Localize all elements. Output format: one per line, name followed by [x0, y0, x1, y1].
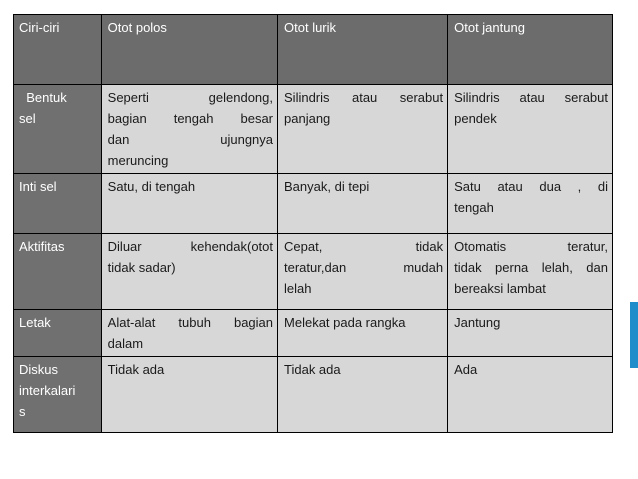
- table-cell: Melekat pada rangka: [278, 310, 448, 357]
- table-row: [14, 357, 613, 433]
- header-otot-polos: Otot polos: [101, 15, 277, 85]
- row-label: Aktifitas: [14, 234, 102, 310]
- table-row: [14, 234, 613, 310]
- table-cell: Tidak ada: [101, 357, 277, 433]
- row-label: Inti sel: [14, 174, 102, 234]
- table-cell: Satu, di tengah: [101, 174, 277, 234]
- table-cell: Seperti gelendong, bagian tengah besar dan ujungnya meruncing: [101, 85, 277, 174]
- table-cell: Silindris atau serabut panjang: [278, 85, 448, 174]
- row-label: Diskus interkalari s: [14, 357, 102, 433]
- header-ciri-ciri: Ciri-ciri: [14, 15, 102, 85]
- table-row: [14, 85, 613, 174]
- table-row: [14, 310, 613, 357]
- table-row: [14, 174, 613, 234]
- header-otot-lurik: Otot lurik: [278, 15, 448, 85]
- header-otot-jantung: Otot jantung: [448, 15, 613, 85]
- table-cell: Tidak ada: [278, 357, 448, 433]
- table-header-row: [14, 15, 613, 85]
- table-cell: Ada: [448, 357, 613, 433]
- muscle-comparison-table: [13, 14, 613, 433]
- table-cell: Satu atau dua , di tengah: [448, 174, 613, 234]
- table-cell: Jantung: [448, 310, 613, 357]
- row-label: Bentuk sel: [14, 85, 102, 174]
- table-cell: Otomatis teratur, tidak perna lelah, dan bereaksi lambat: [448, 234, 613, 310]
- table-cell: Alat-alat tubuh bagian dalam: [101, 310, 277, 357]
- table-cell: Silindris atau serabut pendek: [448, 85, 613, 174]
- row-label: Letak: [14, 310, 102, 357]
- slide-accent-bar: [630, 302, 638, 368]
- table-cell: Diluar kehendak(otot tidak sadar): [101, 234, 277, 310]
- table-cell: Cepat, tidak teratur,dan mudah lelah: [278, 234, 448, 310]
- table-cell: Banyak, di tepi: [278, 174, 448, 234]
